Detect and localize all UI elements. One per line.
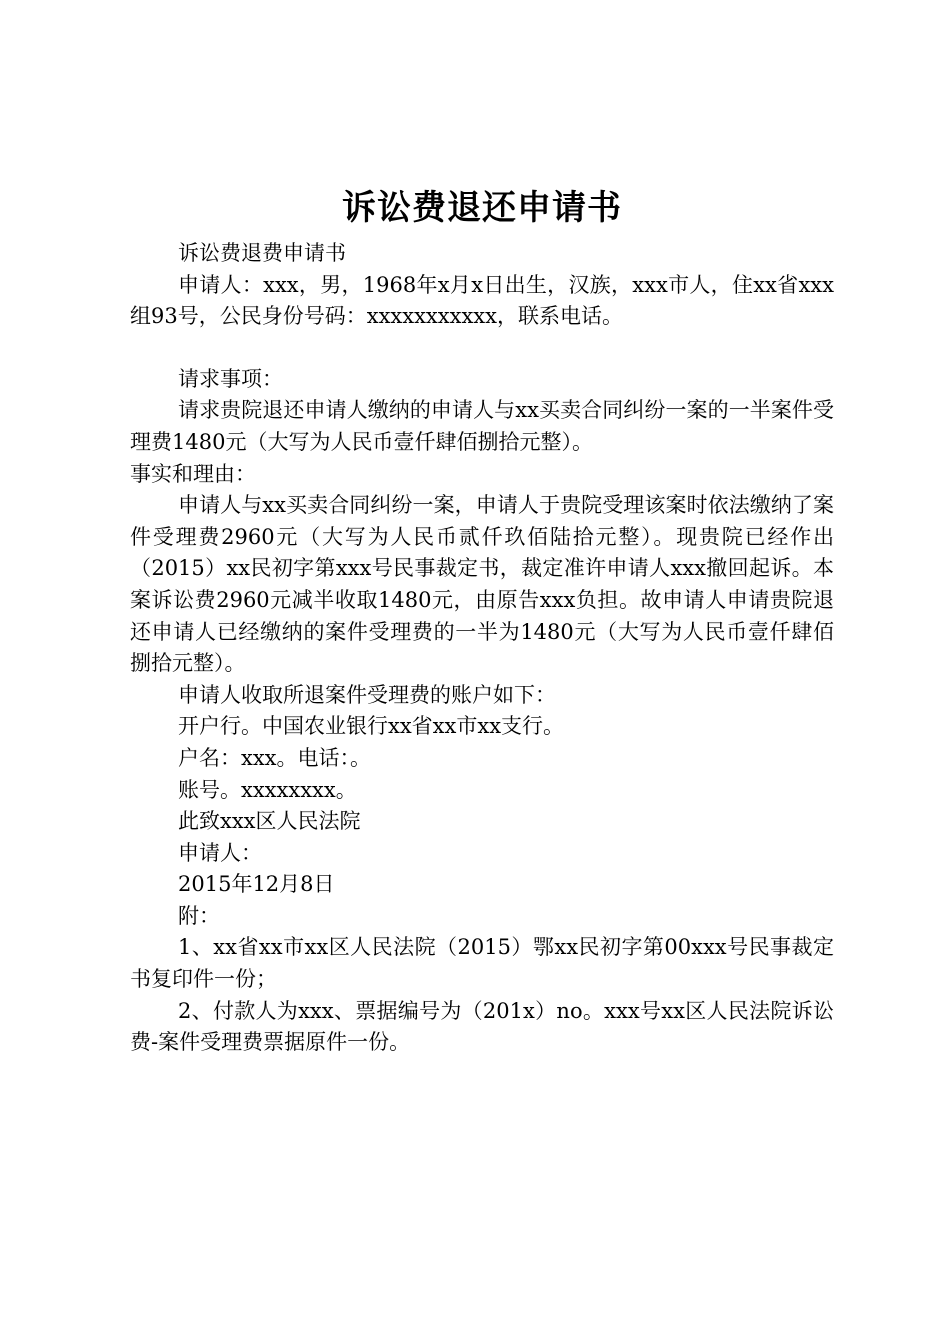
account-intro: 申请人收取所退案件受理费的账户如下： — [178, 682, 556, 707]
salutation-line: 此致xxx区人民法院 — [178, 809, 361, 834]
document-page — [130, 180, 834, 1059]
date-line: 2015年12月8日 — [178, 872, 335, 897]
attachments-heading: 附： — [178, 903, 220, 928]
account-number-line: 账号。xxxxxxxx。 — [178, 777, 357, 802]
attachment-item-1: 1、xx省xx市xx区人民法院（2015）鄂xx民初字第00xxx号民事裁定书复印件一份； — [130, 935, 834, 992]
bank-line: 开户行。中国农业银行xx省xx市xx支行。 — [178, 714, 565, 739]
document-title: 诉讼费退还申请书 — [342, 188, 622, 228]
applicant-paragraph: 申请人：xxx，男，1968年x月x日出生，汉族，xxx市人，住xx省xxx组93号，公民身份号码：xxxxxxxxxxx，联系电话。 — [130, 272, 834, 329]
blank-line — [130, 333, 834, 364]
request-paragraph: 请求贵院退还申请人缴纳的申请人与xx买卖合同纠纷一案的一半案件受理费1480元（大写为人民币壹仟肆佰捌拾元整）。 — [130, 398, 834, 454]
account-name-line: 户名：xxx。电话：。 — [178, 745, 372, 770]
attachment-item-2: 2、付款人为xxx、票据编号为（201x）no。xxx号xx区人民法院诉讼费-案件受理费票据原件一份。 — [130, 998, 834, 1055]
signature-line: 申请人： — [178, 840, 262, 865]
facts-heading: 事实和理由： — [130, 461, 256, 486]
facts-paragraph: 申请人与xx买卖合同纠纷一案，申请人于贵院受理该案时依法缴纳了案件受理费2960元（大写为人民币贰仟玖佰陆拾元整）。现贵院已经作出（2015）xx民初字第xxx号民事裁定书，裁定准许申请人xxx撤回起诉。本案诉讼费2960元减半收取1480元，由原告xxx负担。故申请人申请贵院退还申请人已经缴纳的案件受理费的一半为1480元（大写为人民币壹仟肆佰捌拾元整）。 — [130, 493, 834, 676]
subtitle-paragraph: 诉讼费退费申请书 — [178, 241, 346, 265]
request-heading: 请求事项： — [178, 366, 283, 391]
